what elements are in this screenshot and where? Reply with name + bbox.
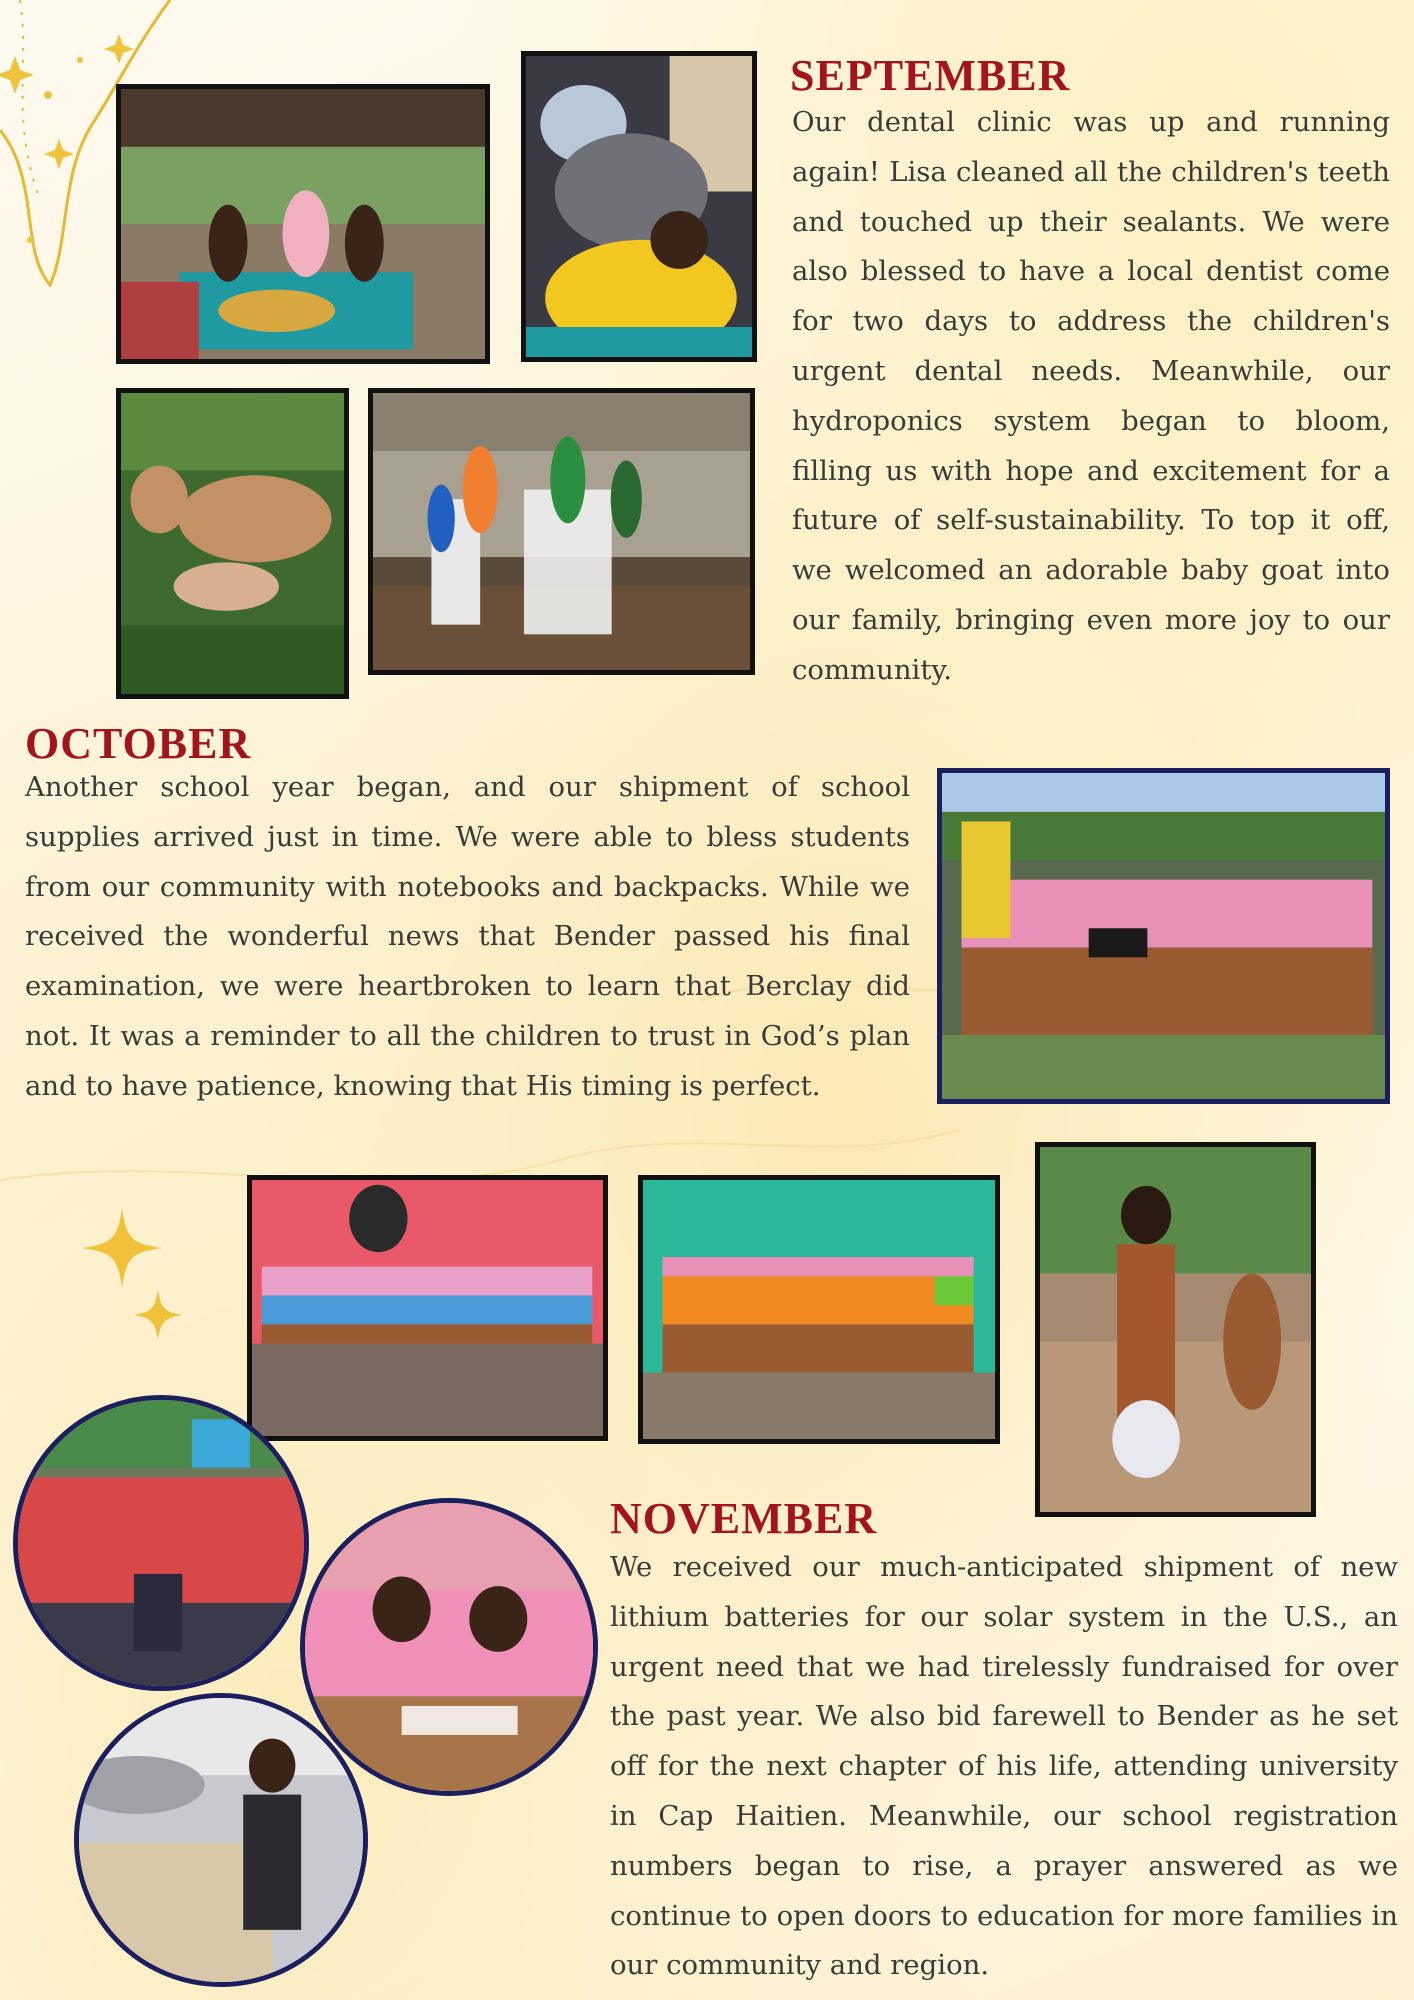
november-heading: NOVEMBER (610, 1494, 878, 1543)
students-orange-backpacks-photo (638, 1175, 1000, 1444)
students-backpacks-wall-photo (247, 1175, 608, 1441)
september-text: Our dental clinic was up and running again! Lisa cleaned all the children's teeth and touched up their sealants. We were also blessed to have a local dentist come for two days to address the children's urgent dental needs. Meanwhile, our hydroponics system began to bloom, filling us with hope and excitement for a future of self-sustainability. To top it off, we welcomed an adorable baby goat into our family, bringing even more joy to our community. (792, 106, 1390, 686)
students-uniforms-group-photo (937, 768, 1390, 1104)
november-text: We received our much-anticipated shipment of new lithium batteries for our solar system in the U.S., an urgent need that we had tirelessly fundraised for over the past year. We also bid farewell to Bender as he set off for the next chapter of his life, attending university in Cap Haitien. Meanwhile, our school registration numbers began to rise, a prayer answered as we continue to open doors to education for more families in our community and region. (610, 1551, 1398, 1982)
classroom-children-circle-photo (300, 1498, 598, 1796)
dental-clinic-children-photo (116, 84, 490, 364)
october-text: Another school year began, and our shipment of school supplies arrived just in time. We were able to bless students from our community with notebooks and backpacks. While we received the wonderful news that Bender passed his final examination, we were heartbroken to learn that Berclay did not. It was a reminder to all the children to trust in God’s plan and to have patience, knowing that His timing is perfect. (25, 771, 910, 1102)
goat-with-baby-photo (116, 388, 349, 699)
man-with-battery-shipment-circle-photo (74, 1693, 368, 1987)
dentist-treating-child-photo (521, 51, 757, 362)
children-with-suitcase-circle-photo (13, 1395, 309, 1691)
girl-with-backpack-photo (1035, 1142, 1316, 1517)
hydroponics-kids-photo (368, 388, 755, 675)
september-heading: SEPTEMBER (790, 51, 1071, 100)
october-heading: OCTOBER (25, 719, 252, 768)
